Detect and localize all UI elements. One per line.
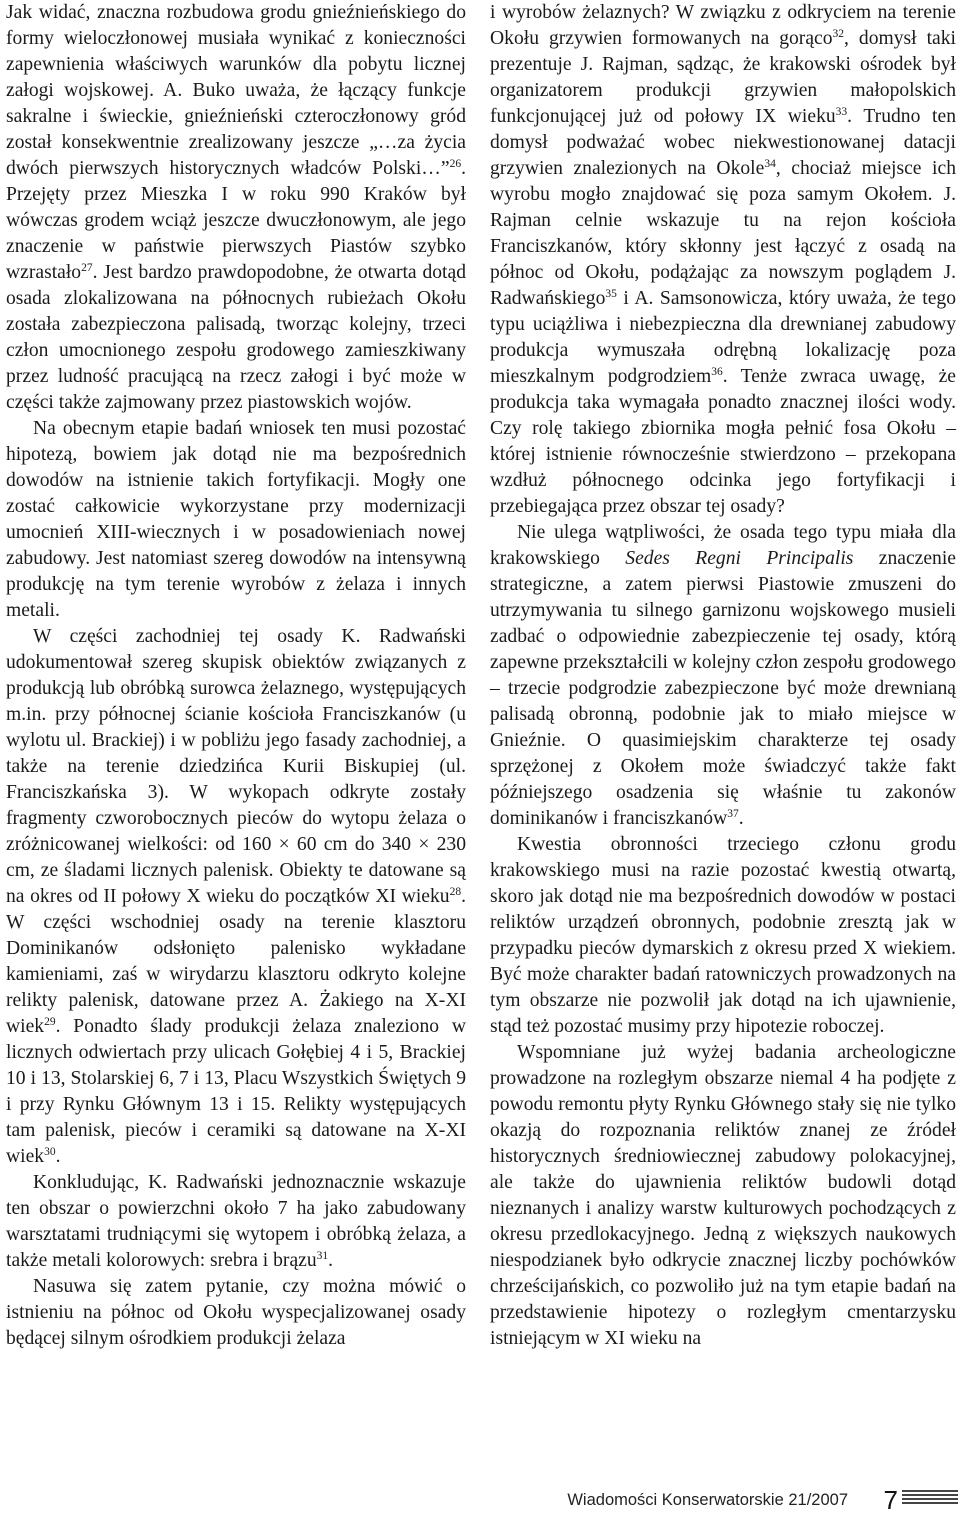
footnote-ref[interactable]: 27 [81,262,93,274]
paragraph: Wspomniane już wyżej badania archeologiczne prowadzone na rozległym obszarze niemal 4 ha podjęte z powodu remontu płyty Rynku Głównego stały się nie tylko okazją do rozpoznania reliktów znanej ze źródeł historycznych średniowiecznej zabudowy polokacyjnej, ale także do ujawnienia reliktów budowli dotąd nieznanych i analizy warstw kulturowych pochodzących z okresu przedlokacyjnego. Jedną z większych naukowych niespodzianek było odkrycie znacznej liczby pochówków chrześcijańskich, co pozwoliło już na tym etapie badań na przedstawienie hipotezy o rozległym cmentarzysku istniejącym w XI wieku na [490,1042,956,1349]
decorative-rules [902,1490,958,1510]
right-column [490,0,956,1352]
footnote-ref[interactable]: 34 [764,158,776,170]
footnote-ref[interactable]: 26 [449,158,462,170]
paragraph: Nasuwa się zatem pytanie, czy można mówić o istnieniu na północ od Okołu wyspecjalizowanej osady będącej silnym ośrodkiem produkcji żelaza [6,1276,466,1349]
footnote-ref[interactable]: 36 [711,366,723,378]
paragraph: Kwestia obronności trzeciego członu grodu krakowskiego musi na razie pozostać kwestią otwartą, skoro jak dotąd nie ma bezpośrednich dowodów w postaci reliktów urządzeń obronnych, podobnie zresztą jak w przypadku pieców dymarskich z okresu przed X wiekiem. Być może charakter badań ratowniczych prowadzonych na tym obszarze nie pozwolił jak dotąd na ich ujawnienie, stąd też pozostać musimy przy hipotezie roboczej. [490,834,956,1037]
page-number: 7 [883,1485,898,1515]
paragraph: Konkludując, K. Radwański jednoznacznie wskazuje ten obszar o powierzchni około 7 ha jako zabudowany warsztatami trudniącymi się wytopem i obróbką żelaza, a także metali kolorowych: srebra i brązu$^{31}$. [6,1172,466,1271]
paragraph: Nie ulega wątpliwości, że osada tego typu miała dla krakowskiego Sedes Regni Principalis znaczenie strategiczne, a zatem pierwsi Piastowie zmuszeni do utrzymywania tu silnego garnizonu wojskowego musieli zadbać o odpowiednie zabezpieczenie tej osady, którą zapewne przekształcili w kolejny człon zespołu grodowego – trzecie podgrodzie zabezpieczone być może drewnianą palisadą obronną, podobnie jak to miało miejsce w Gnieźnie. O quasimiejskim charakterze tej osady sprzężonej z Okołem może świadczyć także fakt późniejszego osadzenia się właśnie tu zakonów dominikanów i franciszkanów$^{37}$. [490,522,956,829]
page-footer [0,1485,960,1515]
footnote-ref[interactable]: 29 [44,1016,56,1028]
footnote-ref[interactable]: 37 [727,808,739,820]
footnote-ref[interactable]: 33 [835,106,848,118]
paragraph: i wyrobów żelaznych? W związku z odkryciem na terenie Okołu grzywien formowanych na gorąco$^{32}$, domysł taki prezentuje J. Rajman, sądząc, że krakowski ośrodek był organizatorem produkcji grzywien małopolskich funkcjonującej już od połowy IX wieku$^{33}$. Trudno ten domysł podważać wobec niekwestionowanej datacji grzywien znalezionych na Okole$^{34}$, chociaż miejsce ich wyrobu mogło znajdować się poza samym Okołem. J. Rajman celnie wskazuje tu na rejon kościoła Franciszkanów, który skłonny jest łączyć z osadą na północ od Okołu, podążając za nowszym poglądem J. Radwańskiego$^{35}$ i A. Samsonowicza, który uważa, że tego typu uciążliwa i niebezpieczna dla drewnianej zabudowy produkcja wymuszała odrębną lokalizację poza mieszkalnym podgrodziem$^{36}$. Tenże zwraca uwagę, że produkcja taka wymagała ponadto znacznej ilości wody. Czy rolę takiego zbiornika mogła pełnić fosa Okołu – której istnienie równocześnie stwierdzono – przekopana wzdłuż północnego odcinka jego fortyfikacji i przebiegająca przez obszar tej osady? [490,2,956,517]
paragraph: W części zachodniej tej osady K. Radwański udokumentował szereg skupisk obiektów związanych z produkcją lub obróbką surowca żelaznego, występujących m.in. przy północnej ścianie kościoła Franciszkanów (u wylotu ul. Brackiej) i w pobliżu jego fasady zachodniej, a także na terenie dziedzińca Kurii Biskupiej (ul. Franciszkańska 3). W wykopach odkryte zostały fragmenty czworobocznych pieców do wytopu żelaza o zróżnicowanej wielkości: od 160 × 60 cm do 340 × 230 cm, ze śladami licznych palenisk. Obiekty te datowane są na okres od II połowy X wieku do początków XI wieku$^{28}$. W części wschodniej osady na terenie klasztoru Dominikanów odsłonięto palenisko wykładane kamieniami, zaś w wirydarzu klasztoru odkryto kolejne relikty palenisk, datowane przez A. Żakiego na X-XI wiek$^{29}$. Ponadto ślady produkcji żelaza znaleziono w licznych odwiertach przy ulicach Gołębiej 4 i 5, Brackiej 10 i 13, Stolarskiej 6, 7 i 13, Placu Wszystkich Świętych 9 i przy Rynku Głównym 13 i 15. Relikty występujących tam palenisk, pieców i ceramiki są datowane na X-XI wiek$^{30}$. [6,626,466,1167]
footnote-ref[interactable]: 32 [832,28,845,40]
footnote-ref[interactable]: 31 [316,1250,329,1262]
footnote-ref[interactable]: 28 [449,886,462,898]
footnote-ref[interactable]: 30 [44,1146,56,1158]
left-column [6,0,466,1352]
journal-title: Wiadomości Konserwatorskie 21/2007 [567,1491,848,1509]
footnote-ref[interactable]: 35 [605,288,617,300]
italic-latin-phrase: Sedes Regni Principalis [625,548,854,569]
paragraph: Jak widać, znaczna rozbudowa grodu gnieźnieńskiego do formy wieloczłonowej musiała wynikać z konieczności zapewnienia właściwych warunków dla pobytu licznej załogi wojskowej. A. Buko uważa, że łączący funkcje sakralne i świeckie, gnieźnieński czteroczłonowy gród został konsekwentnie zrealizowany jeszcze „…za życia dwóch pierwszych historycznych władców Polski…”$^{26}$. Przejęty przez Mieszka I w roku 990 Kraków był wówczas grodem wciąż jeszcze dwuczłonowym, ale jego znaczenie w państwie pierwszych Piastów szybko wzrastało$^{27}$. Jest bardzo prawdopodobne, że otwarta dotąd osada zlokalizowana na północnych rubieżach Okołu została zabezpieczona palisadą, tworząc kolejny, trzeci człon umocnionego zespołu grodowego zamieszkiwany przez ludność pracującą na rzecz załogi i być może w części także zajmowany przez piastowskich wojów. [6,2,466,413]
paragraph: Na obecnym etapie badań wniosek ten musi pozostać hipotezą, bowiem jak dotąd nie ma bezpośrednich dowodów na istnienie takich fortyfikacji. Mogły one zostać całkowicie wykorzystane przy modernizacji umocnień XIII-wiecznych i w posadowieniach nowej zabudowy. Jest natomiast szereg dowodów na intensywną produkcję na tym terenie wyrobów z żelaza i innych metali. [6,418,466,621]
